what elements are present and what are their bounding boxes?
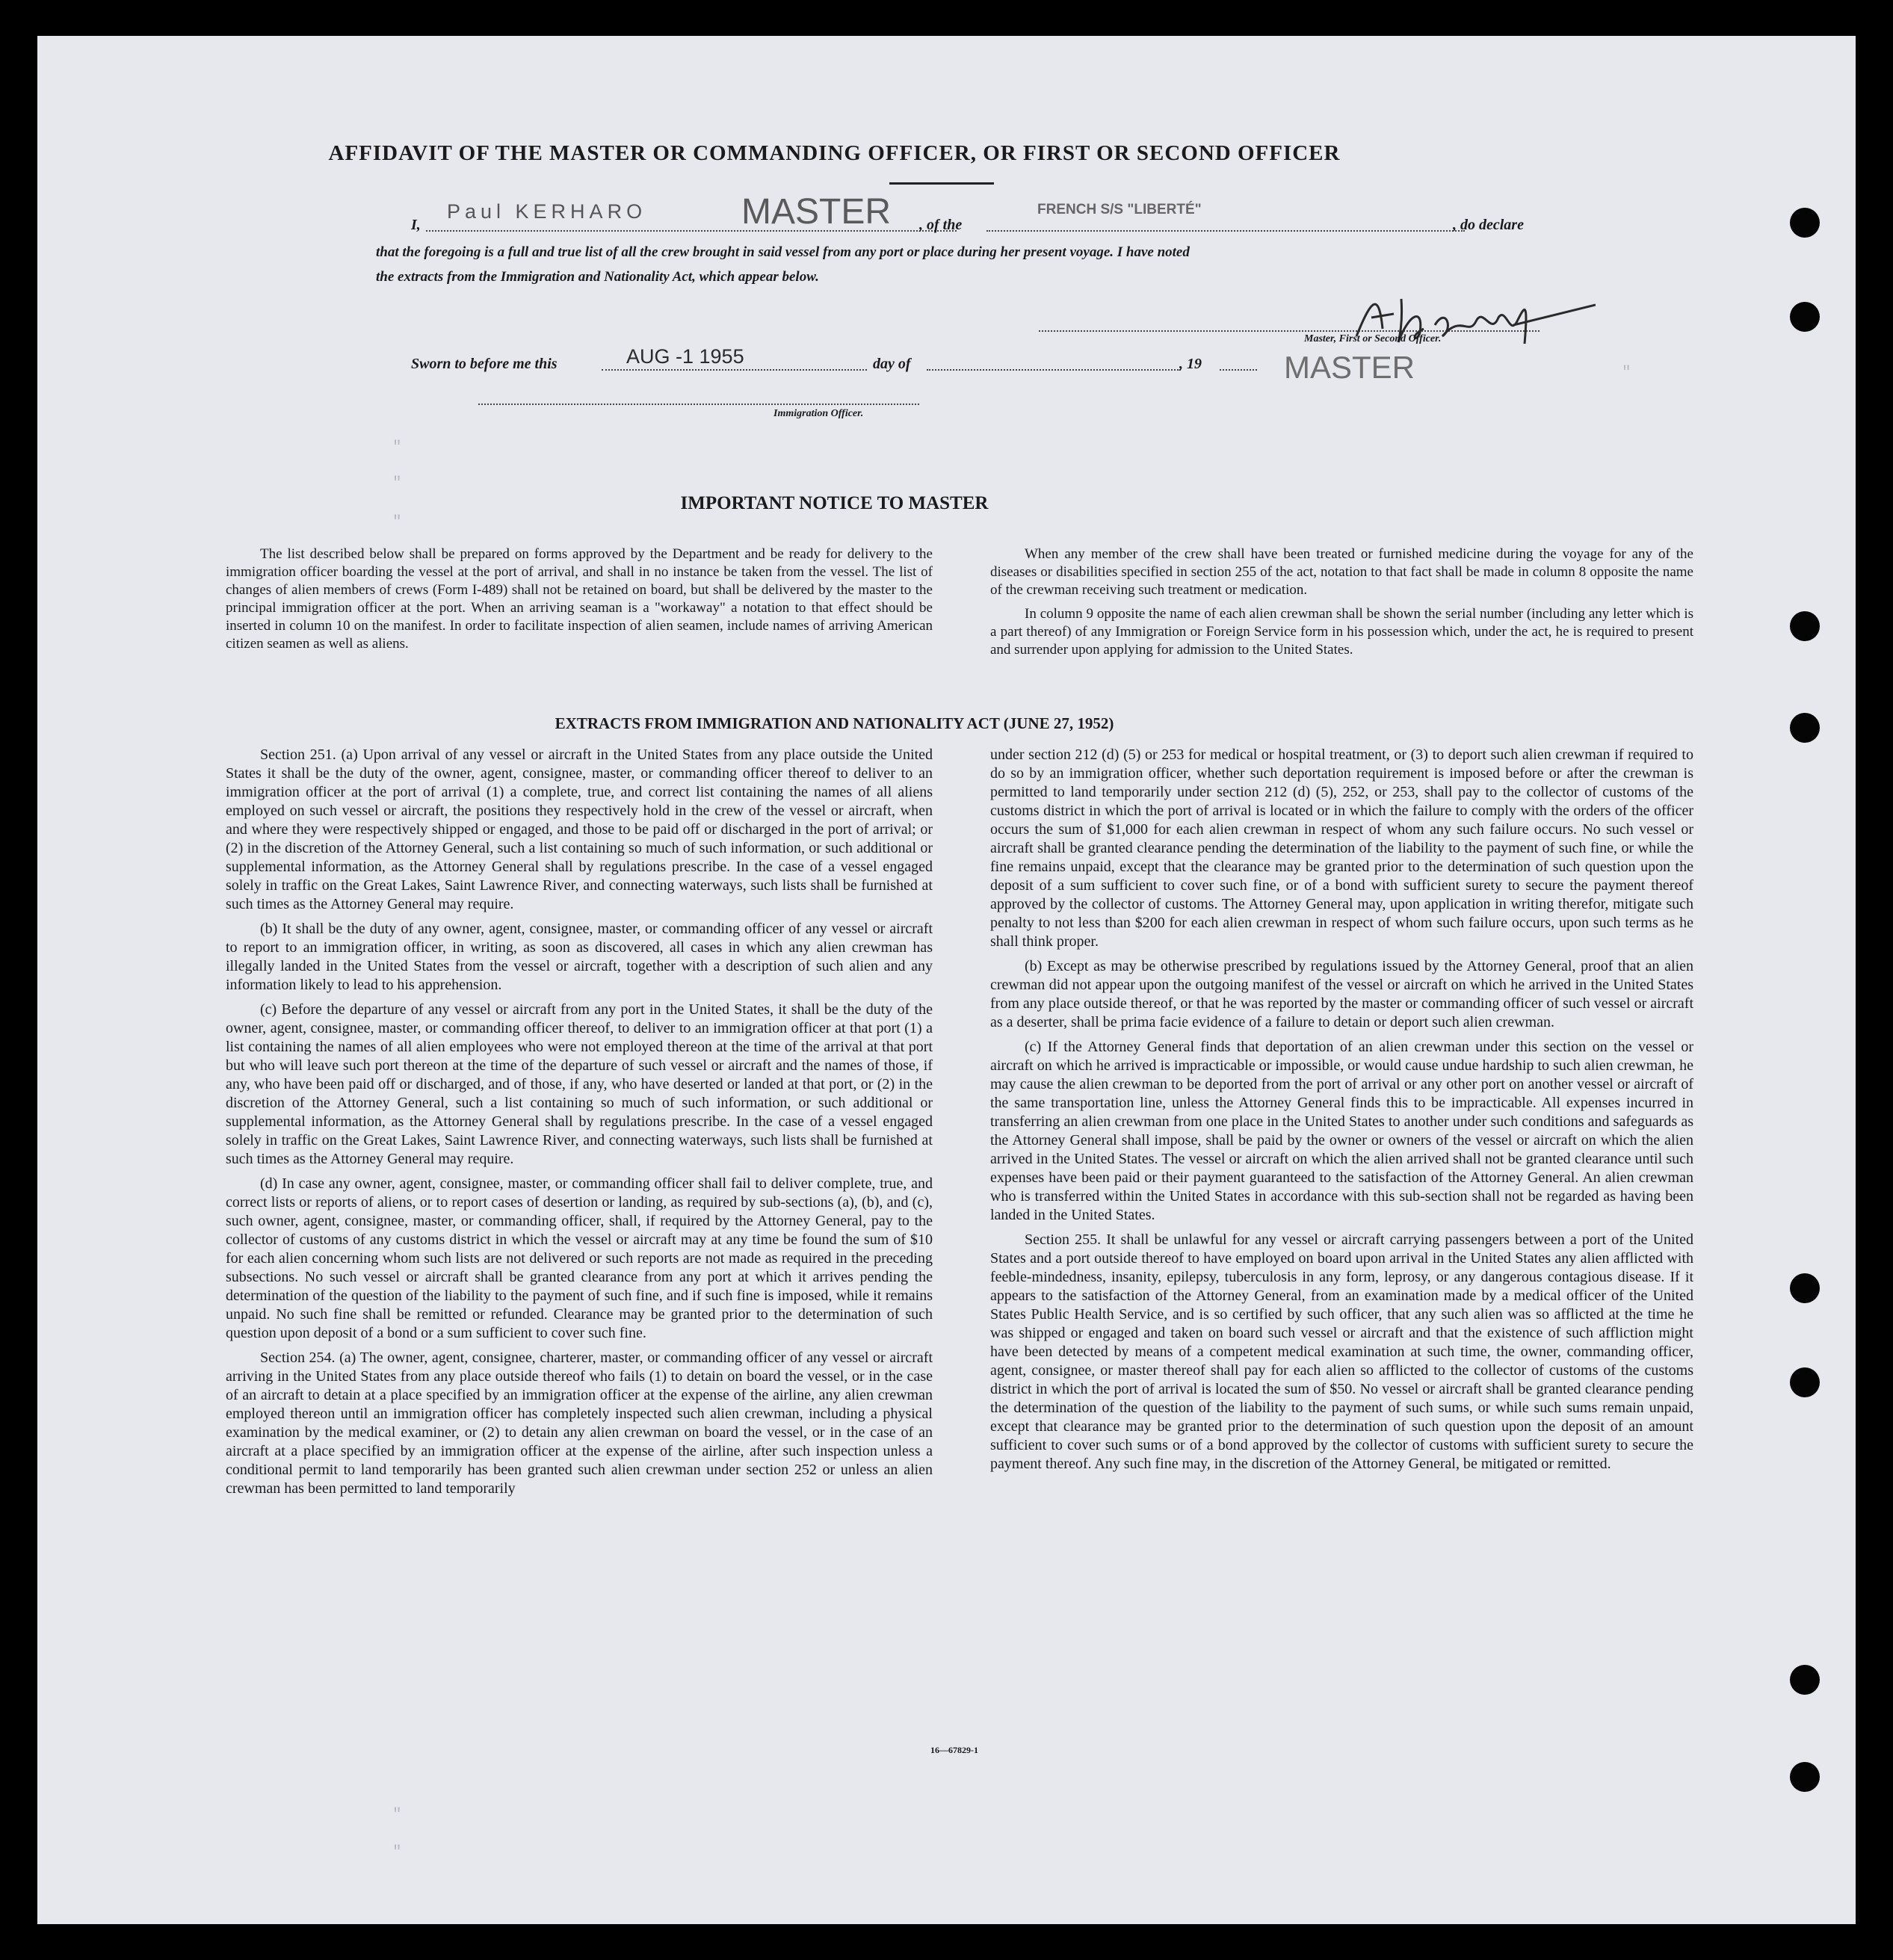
document-page — [37, 36, 1856, 1924]
officer-signature-line — [478, 404, 919, 405]
vessel-name: FRENCH S/S "LIBERTÉ" — [1037, 202, 1202, 217]
notice-right-column — [990, 545, 1693, 665]
punch-hole — [1790, 713, 1820, 743]
title-divider — [889, 182, 994, 185]
section-254-a: Section 254. (a) The owner, agent, consignee, charterer, master, or commanding officer of any vessel or aircraft arriving in the United States from any place outside thereof who fails (1) to detain on board the vessel, or in the case of an aircraft to detain at a place specified by an immigration officer at the expense of the airline, any alien crewman employed thereon until an immigration officer has completely inspected such alien crewman, including a physical examination by the medical examiner, or (2) to detain any alien crewman on board the vessel, or in the case of an aircraft at a place specified by an immigration officer at the expense of the airline, after such inspection unless a conditional permit to land temporarily has been granted such alien crewman under section 252 or unless an alien crewman has been permitted to land temporarily — [226, 1350, 933, 1497]
punch-hole — [1790, 611, 1820, 641]
extracts-title: EXTRACTS FROM IMMIGRATION AND NATIONALITY ACT (JUNE 27, 1952) — [555, 714, 1114, 732]
section-255: Section 255. It shall be unlawful for any vessel or aircraft carrying passengers between a port of the United States and a port outside thereof to have employed on board upon arrival in the United States any alien afflicted with feeble-mindedness, insanity, epilepsy, tuberculosis in any form, leprosy, or any dangerous contagious disease. If it appears to the satisfaction of the Attorney General, from an examination made by a medical officer of the United States Public Health Service, and is so certified by such officer, that any such alien was so afflicted at the time he was shipped or engaged and taken on board such vessel or aircraft and that the existence of such affliction might have been detected by means of a competent medical examination at such time, the owner, commanding officer, agent, consignee, or master thereof shall pay for each alien so afflicted to the collector of customs of the customs district in which the port of arrival is located the sum of $50. No vessel or aircraft shall be granted clearance pending the determination of the question of the liability to the payment of such sums, or while such sums remain unpaid, except that clearance may be granted prior to the determination of such question upon the deposit of an amount sufficient to cover such sums or of a bond approved by the collector of customs with sufficient surety to secure the payment thereof. Any such fine may, in the discretion of the Attorney General, be mitigated or remitted. — [990, 1231, 1693, 1472]
rank-stamp: MASTER — [1284, 350, 1415, 385]
notice-title: IMPORTANT NOTICE TO MASTER — [680, 493, 989, 513]
extracts-left-column — [226, 746, 933, 1504]
punch-hole — [1790, 1273, 1820, 1303]
year-label: , 19 — [1179, 356, 1202, 372]
day-of-label: day of — [873, 356, 911, 372]
section-251-c: (c) Before the departure of any vessel or aircraft from any port in the United States, it shall be the duty of the owner, agent, consignee, master, or commanding officer thereof, to deliver to an immigration officer at that port (1) a list containing the names of all alien employees who were not employed thereon at the time of the arrival at that port but who will leave such port thereon at the time of the departure of such vessel or aircraft and the names of those, if any, who have been paid off or discharged, and of those, if any, who have deserted or landed at that port, or (2) in the discretion of the Attorney General, such a list containing so much of such information, or such additional or supplemental information, as the Attorney General shall by regulations prescribe. In the case of a vessel engaged solely in traffic on the Great Lakes, Saint Lawrence River, and connecting waterways, such lists shall be furnished at such times as the Attorney General may require. — [226, 1001, 933, 1167]
notice-paragraph: When any member of the crew shall have been treated or furnished medicine during the voyage for any of the diseases or disabilities specified in section 255 of the act, notation to that fact shall be made in column 8 opposite the name of the crewman receiving such treatment or medication. — [990, 546, 1693, 598]
year-line — [1220, 369, 1257, 371]
section-251-d: (d) In case any owner, agent, consignee, master, or commanding officer shall fail to deliver complete, true, and correct lists or reports of aliens, or to report cases of desertion or landing, as required by sub-sections (a), (b), and (c), such owner, agent, consignee, master, or commanding officer, shall, if required by the Attorney General, pay to the collector of customs of any customs district in which the vessel or aircraft may at any time be found the sum of $10 for each alien concerning whom such lists are not delivered or such reports are not made as required in the preceding subsections. No such vessel or aircraft shall be granted clearance from any port at which it arrives pending the determination of the question of the liability to the payment of such fine, and if such fine is imposed, while it remains unpaid. No such fine shall be remitted or refunded. Clearance may be granted prior to the determination of such question upon deposit of a bond or a sum sufficient to cover such fine. — [226, 1175, 933, 1341]
affidavit-title: AFFIDAVIT OF THE MASTER OR COMMANDING OFFICER, OR FIRST OR SECOND OFFICER — [328, 141, 1341, 165]
section-251-a: Section 251. (a) Upon arrival of any vessel or aircraft in the United States from any place outside the United States it shall be the duty of the owner, agent, consignee, master, or commanding officer thereof to deliver to an immigration officer at the port of arrival (1) a complete, true, and correct list containing the names of all aliens employed on such vessel or aircraft, the positions they respectively hold in the crew of the vessel or aircraft, when and where they were respectively shipped or engaged, and those to be paid off or discharged in the port of arrival; or (2) in the discretion of the Attorney General, such a list containing so much of such information, or such additional or supplemental information, as the Attorney General shall by regulations prescribe. In the case of a vessel engaged solely in traffic on the Great Lakes, Saint Lawrence River, and connecting waterways, such lists shall be furnished at such times as the Attorney General may require. — [226, 746, 933, 912]
section-254-b: (b) Except as may be otherwise prescribed by regulations issued by the Attorney General, proof that an alien crewman did not appear upon the outgoing manifest of the vessel or aircraft on which he arrived in the United States from any place outside thereof, or that he was reported by the master or commanding officer of such vessel or aircraft as a deserter, shall be prima facie evidence of a failure to detain or deport such alien crewman. — [990, 958, 1693, 1030]
bleed-through-text: " — [392, 1844, 402, 1861]
signature-caption: Master, First or Second Officer. — [1304, 333, 1442, 344]
i-label: I, — [411, 217, 421, 233]
punch-hole — [1790, 1665, 1820, 1695]
punch-hole — [1790, 1367, 1820, 1397]
extracts-right-column — [990, 746, 1693, 1480]
sworn-date-line — [602, 369, 867, 371]
affidavit-body-line-1: that the foregoing is a full and true list of all the crew brought in said vessel from any port or place during her present voyage. I have noted — [376, 244, 1190, 260]
month-line — [927, 369, 1181, 371]
sworn-label: Sworn to before me this — [411, 356, 558, 372]
sworn-date-stamp: AUG -1 1955 — [626, 345, 744, 368]
bleed-through-text: " — [1622, 365, 1631, 382]
notice-paragraph: The list described below shall be prepared on forms approved by the Department and be ready for delivery to the immigration officer boarding the vessel at the port of arrival, and shall in no instance be taken from the vessel. The list of changes of alien members of crews (Form I-489) shall not be retained on board, but shall be delivered by the master to the principal immigration officer at the port. When an arriving seaman is a "workaway" a notation to that effect should be inserted in column 10 on the manifest. In order to facilitate inspection of alien seamen, include names of arriving American citizen seamen as well as aliens. — [226, 546, 933, 652]
notice-left-column — [226, 545, 933, 659]
of-the-label: , of the — [919, 217, 963, 233]
affidavit-body-line-2: the extracts from the Immigration and Nationality Act, which appear below. — [376, 269, 819, 285]
master-rank: MASTER — [741, 192, 892, 232]
section-251-b: (b) It shall be the duty of any owner, agent, consignee, master, or commanding officer of any vessel or aircraft to report to an immigration officer, in writing, as soon as discovered, all cases in which any alien crewman has illegally landed in the United States from the vessel or aircraft, together with a description of such alien and any information likely to lead to his apprehension. — [226, 921, 933, 993]
punch-hole — [1790, 302, 1820, 332]
bleed-through-text: " — [392, 475, 402, 492]
vessel-field-line — [986, 230, 1465, 232]
punch-hole — [1790, 1762, 1820, 1792]
bleed-through-text: " — [392, 514, 402, 531]
notice-paragraph: In column 9 opposite the name of each alien crewman shall be shown the serial number (including any letter which is a part thereof) of any Immigration or Foreign Service form in his possession which, under the act, he is required to present and surrender upon applying for admission to the United States. — [990, 606, 1693, 658]
bleed-through-text: " — [392, 439, 402, 457]
punch-hole — [1790, 208, 1820, 238]
form-code: 16—67829-1 — [930, 1745, 978, 1755]
do-declare-label: , do declare — [1453, 217, 1524, 233]
immigration-officer-caption: Immigration Officer. — [773, 408, 864, 419]
master-name: Paul KERHARO — [447, 200, 647, 223]
bleed-through-text: " — [392, 1807, 402, 1824]
section-254-c: (c) If the Attorney General finds that deportation of an alien crewman under this section on the vessel or aircraft on which he arrived is impracticable or impossible, or would cause undue hardship to such alien crewman, he may cause the alien crewman to be deported from the port of arrival or any other port on another vessel or aircraft of the same transportation line, unless the Attorney General finds this to be impracticable. All expenses incurred in transferring an alien crewman from one place in the United States to another under such conditions and safeguards as the Attorney General shall impose, shall be paid by the owner or owners of the vessel or aircraft on which the alien arrived in the United States. The vessel or aircraft on which the alien arrived shall not be granted clearance until such expenses have been paid or their payment guaranteed to the satisfaction of the Attorney General. An alien crewman who is transferred within the United States in accordance with this sub-section shall not be regarded as having been landed in the United States. — [990, 1039, 1693, 1223]
section-254-a-continued: under section 212 (d) (5) or 253 for medical or hospital treatment, or (3) to deport such alien crewman if required to do so by an immigration officer, whether such deportation requirement is imposed before or after the crewman is permitted to land temporarily under section 212 (d) (5), 252, or 253, shall pay to the collector of customs of the customs district in which the port of arrival is located or in which the failure to comply with the orders of the officer occurs the sum of $1,000 for each alien crewman in respect of whom any such failure occurs. No such vessel or aircraft shall be granted clearance pending the determination of the liability to the payment of such fine, or while the fine remains unpaid, except that the clearance may be granted prior to the determination of such question upon the deposit of a sum sufficient to cover such fine, or of a bond with sufficient surety to secure the payment thereof approved by the collector of customs. The Attorney General may, upon application in writing therefor, mitigate such penalty to not less than $200 for each alien crewman in respect of whom such failure occurs, upon such terms as he shall think proper. — [990, 746, 1693, 950]
